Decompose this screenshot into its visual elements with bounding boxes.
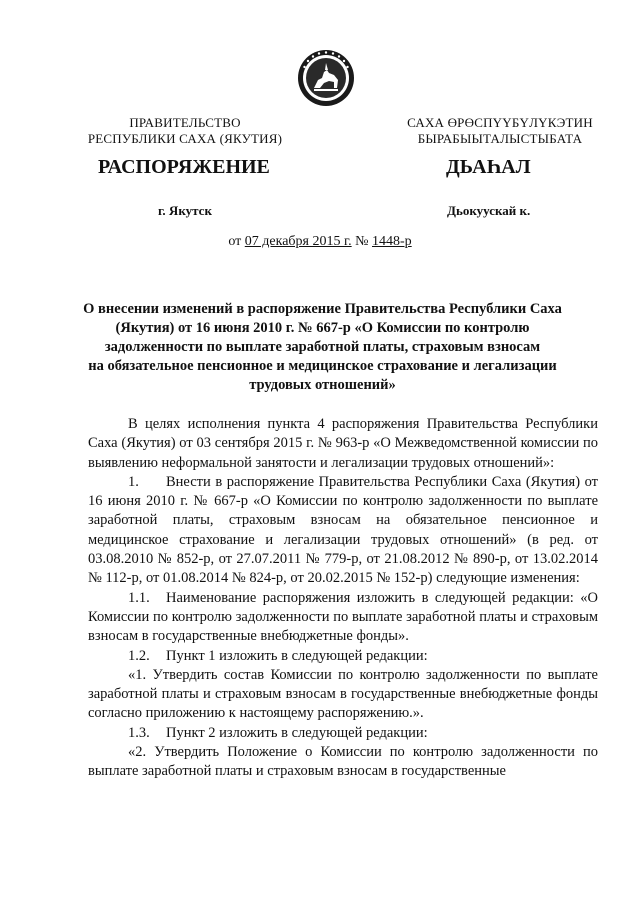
- doc-type-russian: РАСПОРЯЖЕНИЕ: [98, 156, 270, 178]
- header-right-line1: САХА ӨРӨСПҮҮБҮЛҮКЭТИН: [407, 115, 593, 130]
- paragraph-text: Наименование распоряжения изложить в следующей редакции: «О Комиссии по контролю задолженности по выплате заработной платы и страховым взносам в государственные внебюджетные фонды».: [88, 589, 598, 645]
- quote-paragraph-2: «2. Утвердить Положение о Комиссии по контролю задолженности по выплате заработной платы и страховым взносам в государственные: [88, 744, 598, 780]
- title-line: О внесении изменений в распоряжение Правительства Республики Саха: [83, 301, 562, 317]
- city-russian: г. Якутск: [158, 203, 212, 218]
- paragraph-1-2: [88, 647, 598, 666]
- title-line: трудовых отношений»: [249, 377, 396, 393]
- number-label: №: [351, 234, 372, 249]
- date-prefix: от: [228, 234, 245, 249]
- document-title: [80, 300, 565, 395]
- quote-paragraph-1: «1. Утвердить состав Комиссии по контролю задолженности по выплате заработной платы и страховым взносам в государственные внебюджетные фонды согласно приложению к настоящему распоряжению.».: [88, 666, 598, 722]
- header-right-line2: БЫРАБЫЫТАЛЫСТЫБАТА: [417, 131, 583, 146]
- emblem-icon: [296, 48, 356, 108]
- paragraph-number: 1.2.: [128, 647, 150, 664]
- title-line: задолженности по выплате заработной платы, страховым взносам: [104, 339, 541, 355]
- paragraph-1-3: [88, 724, 598, 743]
- city-yakut: Дьокуускай к.: [447, 203, 531, 218]
- paragraph-text: Пункт 2 изложить в следующей редакции:: [166, 724, 428, 741]
- title-line: на обязательное пенсионное и медицинское страхование и легализации: [88, 358, 557, 374]
- paragraph-1-1: [88, 589, 598, 647]
- paragraph-text: Внести в распоряжение Правительства Республики Саха (Якутия) от 16 июня 2010 г. № 667-р «О Комиссии по контролю задолженности по выплате заработной платы, страховым взносам на обязательное пенсионное и медицинское страхование и легализации трудовых отношений» (в ред. от 03.08.2010 № 852-р, от 27.07.2011 № 779-р, от 21.08.2012 № 890-р, от 13.02.2014 № 112-р, от 01.08.2014 № 824-р, от 20.02.2015 № 152-р) следующие изменения:: [88, 473, 598, 587]
- paragraph-number: 1.1.: [128, 589, 150, 606]
- doc-type-yakut: ДЬАҺАЛ: [446, 156, 531, 178]
- government-name-russian: [75, 115, 295, 147]
- coat-of-arms-emblem: [296, 48, 356, 108]
- title-line: (Якутия) от 16 июня 2010 г. № 667-р «О Комиссии по контролю: [115, 320, 530, 336]
- date-line: [0, 234, 640, 250]
- document-body: [88, 415, 598, 782]
- government-name-yakut: [390, 115, 610, 147]
- document-number: 1448-р: [372, 234, 412, 249]
- paragraph-text: Пункт 1 изложить в следующей редакции:: [166, 647, 428, 664]
- intro-paragraph: В целях исполнения пункта 4 распоряжения Правительства Республики Саха (Якутия) от 03 сентября 2015 г. № 963-р «О Межведомственной комиссии по выявлению неформальной занятости и легализации трудовых отношений»:: [88, 416, 598, 471]
- paragraph-number: 1.: [128, 473, 139, 490]
- document-date: 07 декабря 2015 г.: [244, 234, 352, 249]
- header-left-line2: РЕСПУБЛИКИ САХА (ЯКУТИЯ): [87, 131, 283, 146]
- header-left-line1: ПРАВИТЕЛЬСТВО: [129, 115, 241, 130]
- paragraph-1: [88, 473, 598, 589]
- paragraph-number: 1.3.: [128, 724, 150, 741]
